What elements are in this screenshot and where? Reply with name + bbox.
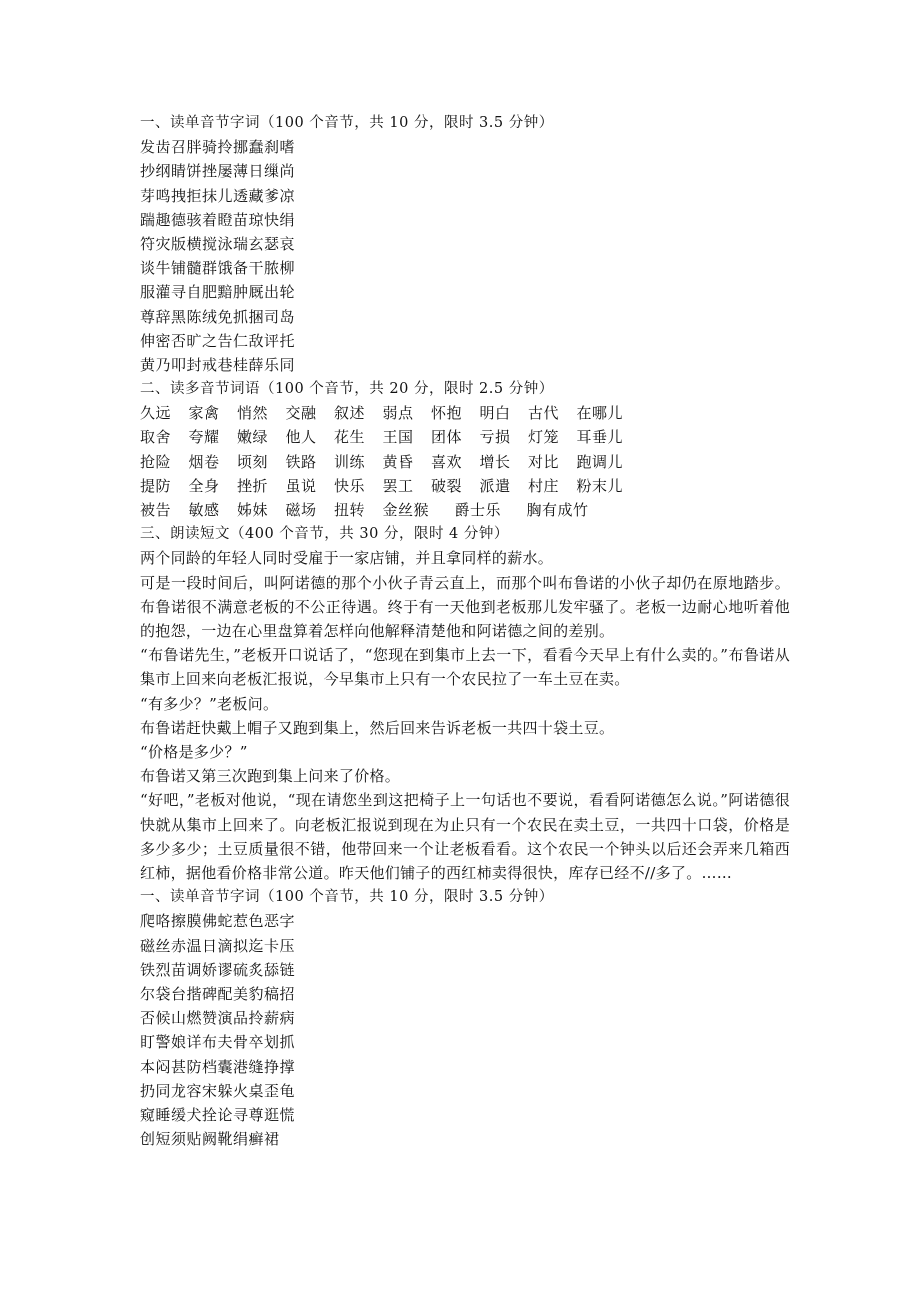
word-cell: 对比 [528, 452, 560, 471]
word-cell: 弱点 [382, 404, 414, 423]
passage-paragraph: “好吧，”老板对他说，“现在请您坐到这把椅子上一句话也不要说，看看阿诺德怎么说。”阿诺德很快就从集市上回来了。向老板汇报说到现在为止只有一个农民在卖土豆，一共四十口袋，价格是多少多少；土豆质量很不错，他带回来一个让老板看看。这个农民一个钟头以后还会弄来几箱西红柿，据他看价格非常公道。昨天他们铺子的西红柿卖得很快，库存已经不//多了。…… [140, 791, 790, 883]
word-cell: 训练 [334, 452, 366, 471]
word-row [140, 401, 790, 425]
word-cell: 挫折 [237, 476, 269, 495]
word-cell: 喜欢 [431, 452, 463, 471]
word-row [140, 498, 790, 522]
word-cell: 明白 [479, 404, 511, 423]
section1-heading: 一、读单音节字词（100 个音节，共 10 分，限时 3.5 分钟） [140, 115, 554, 131]
word-cell: 全身 [188, 476, 220, 495]
word-row [140, 474, 790, 498]
word-cell: 团体 [431, 428, 463, 447]
word-cell: 在哪儿 [576, 404, 624, 423]
word-cell: 取舍 [140, 428, 172, 447]
char-row: 踹趣德骇着瞪苗琼快绢 [140, 210, 296, 229]
word-cell: 村庄 [528, 476, 560, 495]
passage-paragraph: “价格是多少？” [140, 743, 248, 761]
word-cell: 敏感 [188, 501, 220, 519]
char-row: 服灌寻自肥黯肿厩出轮 [140, 283, 296, 302]
word-cell: 顷刻 [237, 452, 269, 471]
char-row: 本闷甚防档囊港缝挣撑 [140, 1057, 296, 1076]
word-cell: 家禽 [188, 404, 220, 423]
section2-heading: 二、读多音节词语（100 个音节，共 20 分，限时 2.5 分钟） [140, 381, 554, 398]
word-cell: 破裂 [431, 476, 463, 495]
word-cell: 烟卷 [188, 452, 220, 471]
word-cell: 虽说 [285, 476, 317, 495]
passage-paragraph: 布鲁诺赶快戴上帽子又跑到集上，然后回来告诉老板一共四十袋土豆。 [140, 718, 615, 737]
word-cell: 亏损 [479, 428, 511, 447]
word-cell: 久远 [140, 404, 172, 423]
section4-heading: 一、读单音节字词（100 个音节，共 10 分，限时 3.5 分钟） [140, 889, 554, 906]
word-cell: 灯笼 [528, 428, 560, 447]
char-row: 磁丝赤温日滴拟迄卡压 [140, 936, 296, 955]
word-cell: 增长 [479, 452, 511, 471]
char-row: 否候山燃赞演品拎薪病 [140, 1009, 296, 1028]
char-row: 谈牛铺髓群饿备干脓柳 [140, 259, 296, 278]
word-cell: 交融 [285, 404, 317, 423]
char-row: 盯警娘详布夫骨卒划抓 [140, 1033, 296, 1052]
reading-passage [140, 546, 790, 885]
word-cell: 金丝猴 [382, 501, 430, 519]
word-cell: 古代 [528, 404, 560, 423]
word-cell: 叙述 [334, 404, 366, 423]
word-cell: 黄昏 [382, 452, 414, 471]
word-cell: 怀抱 [431, 404, 463, 423]
word-cell: 抢险 [140, 452, 172, 471]
word-cell: 罢工 [382, 476, 414, 495]
word-cell: 姊妹 [237, 501, 269, 519]
word-cell: 磁场 [285, 501, 317, 519]
word-cell: 花生 [334, 428, 366, 447]
passage-paragraph: 两个同龄的年轻人同时受雇于一家店铺，并且拿同样的薪水。 [140, 549, 554, 568]
char-row: 芽鸣拽拒抹儿透藏爹凉 [140, 186, 296, 205]
word-cell: 扭转 [334, 501, 366, 519]
word-cell: 被告 [140, 501, 172, 519]
word-cell: 夸耀 [188, 428, 220, 447]
section3-heading: 三、朗读短文（400 个音节，共 30 分，限时 4 分钟） [140, 526, 509, 543]
passage-paragraph: “布鲁诺先生，”老板开口说话了，“您现在到集市上去一下，看看今天早上有什么卖的。”布鲁诺从集市上回来向老板汇报说，今早集市上只有一个农民拉了一车土豆在卖。 [140, 646, 790, 689]
char-row: 创短须贴阙靴绢癣裙 [140, 1130, 280, 1149]
word-cell: 跑调儿 [576, 452, 624, 471]
word-cell: 快乐 [334, 476, 366, 495]
passage-paragraph: 可是一段时间后，叫阿诺德的那个小伙子青云直上，而那个叫布鲁诺的小伙子却仍在原地踏步。布鲁诺很不满意老板的不公正待遇。终于有一天他到老板那儿发牢骚了。老板一边耐心地听着他的抱怨，一边在心里盘算着怎样向他解释清楚他和阿诺德之间的差别。 [140, 573, 790, 640]
word-cell: 耳垂儿 [576, 428, 624, 447]
word-row [140, 450, 790, 474]
section4-rows [140, 909, 790, 1151]
passage-paragraph: 布鲁诺又第三次跑到集上问来了价格。 [140, 767, 401, 786]
passage-paragraph: “有多少？”老板问。 [140, 694, 279, 713]
word-row [140, 425, 790, 449]
section1-rows [140, 135, 790, 377]
char-row: 伸密否旷之告仁敌评托 [140, 331, 296, 350]
word-cell: 派遣 [479, 476, 511, 495]
word-cell: 爵士乐 [454, 501, 502, 519]
char-row: 尔袋台揩碑配美豹稿招 [140, 984, 296, 1003]
word-cell: 提防 [140, 476, 172, 495]
char-row: 铁烈苗调娇谬硫炙舔链 [140, 960, 296, 979]
word-cell: 粉末儿 [576, 476, 624, 495]
char-row: 窥睡缓犬拴论寻尊逛慌 [140, 1105, 296, 1124]
word-cell: 铁路 [285, 452, 317, 471]
document-page [140, 111, 790, 1151]
char-row: 尊辞黑陈绒免抓捆司岛 [140, 307, 296, 326]
word-cell: 王国 [382, 428, 414, 447]
char-row: 扔同龙容宋躲火桌歪龟 [140, 1081, 296, 1100]
word-grid [140, 401, 790, 522]
char-row: 符灾版横搅泳瑞玄瑟哀 [140, 234, 296, 253]
char-row: 发齿召胖骑拎挪蠢刹嗜 [140, 138, 296, 157]
char-row: 黄乃叩封戒巷桂薛乐同 [140, 355, 296, 374]
char-row: 抄纲睛饼挫屡薄日缫尚 [140, 162, 296, 181]
word-cell: 他人 [285, 428, 317, 447]
char-row: 爬咯擦膜佛蛇惹色恶字 [140, 912, 296, 931]
word-cell: 悄然 [237, 404, 269, 423]
word-cell: 嫩绿 [237, 428, 269, 447]
word-cell: 胸有成竹 [526, 501, 589, 519]
